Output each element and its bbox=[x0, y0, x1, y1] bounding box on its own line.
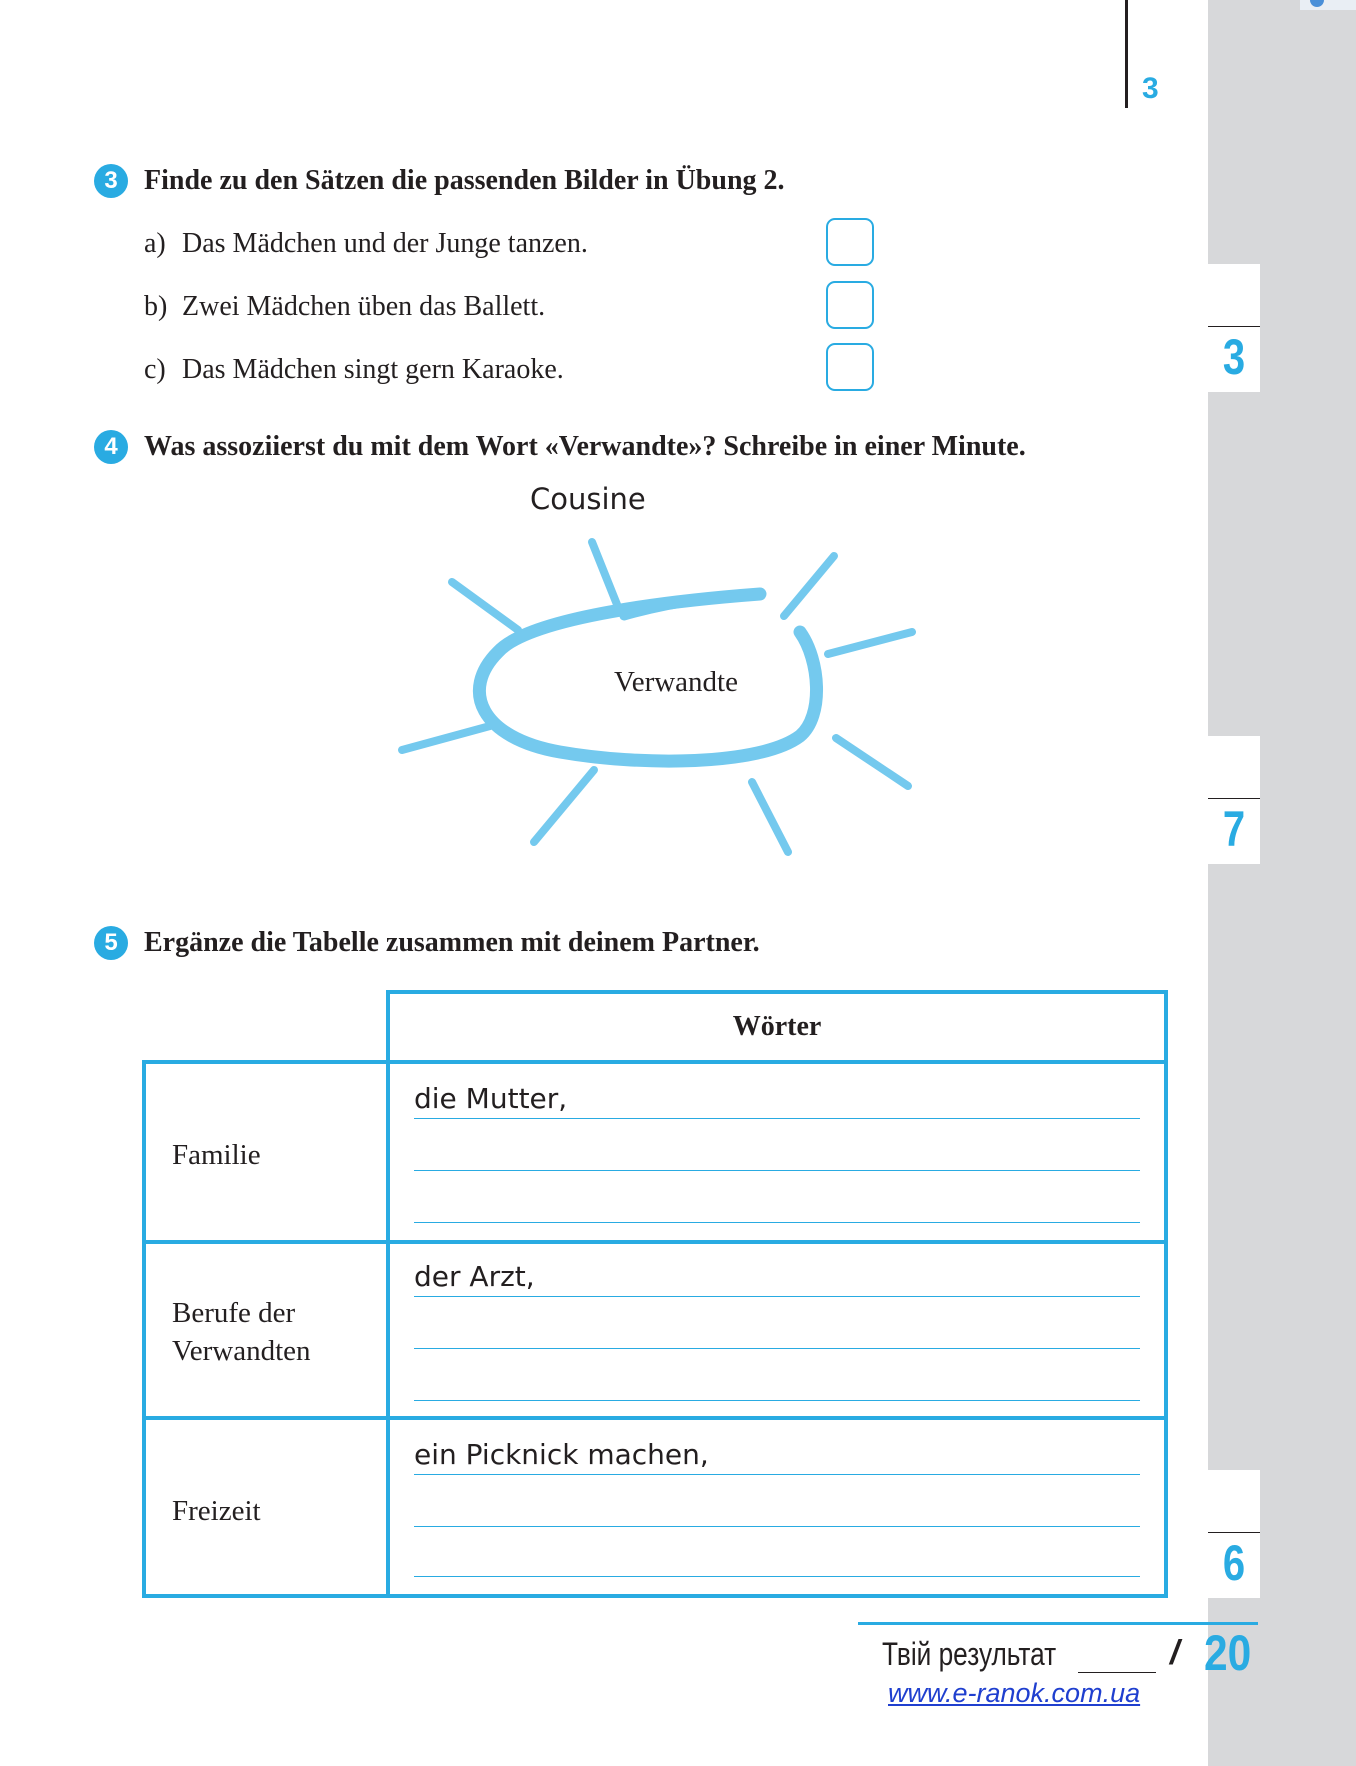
row-example-freizeit: ein Picknick machen, bbox=[414, 1438, 709, 1471]
answer-box-c[interactable] bbox=[826, 343, 874, 391]
answer-box-a[interactable] bbox=[826, 218, 874, 266]
row-label-freizeit: Freizeit bbox=[172, 1495, 261, 1527]
task5-title: Ergänze die Tabelle zusammen mit deinem Partner. bbox=[144, 927, 760, 958]
task3-item-b bbox=[144, 291, 545, 323]
task5-number-badge: 5 bbox=[94, 926, 128, 960]
mindmap-center-word: Verwandte bbox=[613, 666, 738, 698]
write-line[interactable] bbox=[414, 1170, 1140, 1171]
row-label-berufe-line2: Verwandten bbox=[172, 1335, 311, 1367]
ray bbox=[828, 632, 912, 654]
table-row-label-cell bbox=[142, 1240, 390, 1420]
item-text: Zwei Mädchen üben das Ballett. bbox=[182, 291, 546, 322]
table-column-header: Wörter bbox=[386, 990, 1168, 1064]
task3-item-a bbox=[144, 228, 588, 260]
write-line[interactable] bbox=[414, 1400, 1140, 1401]
item-letter: a) bbox=[144, 228, 166, 259]
row-label-berufe-line1: Berufe der bbox=[172, 1297, 296, 1329]
score-box-task3 bbox=[1208, 264, 1260, 392]
item-letter: b) bbox=[144, 291, 168, 322]
write-line[interactable] bbox=[414, 1576, 1140, 1577]
item-letter: c) bbox=[144, 354, 166, 385]
table-row-label-cell bbox=[142, 1060, 390, 1244]
ray bbox=[752, 782, 788, 852]
item-text: Das Mädchen singt gern Karaoke. bbox=[182, 354, 564, 385]
task4-number-badge: 4 bbox=[94, 430, 128, 464]
result-max-score: 20 bbox=[1204, 1625, 1252, 1681]
row-label-familie: Familie bbox=[172, 1139, 261, 1171]
write-line[interactable] bbox=[414, 1526, 1140, 1527]
score-task4: 7 bbox=[1222, 801, 1246, 857]
task4-heading bbox=[94, 430, 1026, 464]
score-task5: 6 bbox=[1222, 1535, 1246, 1591]
task4-title: Was assoziierst du mit dem Wort «Verwandte»? Schreibe in einer Minute. bbox=[144, 431, 1026, 462]
write-line[interactable] bbox=[414, 1348, 1140, 1349]
row-example-berufe: der Arzt, bbox=[414, 1260, 535, 1293]
result-score-blank[interactable] bbox=[1078, 1672, 1156, 1673]
write-line[interactable] bbox=[414, 1296, 1140, 1297]
ray bbox=[534, 770, 594, 842]
answer-box-b[interactable] bbox=[826, 281, 874, 329]
result-slash: / bbox=[1170, 1634, 1180, 1672]
item-text: Das Mädchen und der Junge tanzen. bbox=[182, 228, 588, 259]
result-label: Твій результат bbox=[882, 1636, 1057, 1672]
ray bbox=[784, 556, 834, 616]
publisher-link[interactable]: www.e-ranok.com.ua bbox=[888, 1678, 1141, 1708]
score-box-task5 bbox=[1208, 1470, 1260, 1598]
table-row-words-cell bbox=[386, 1060, 1168, 1244]
page-number: 3 bbox=[1142, 72, 1159, 105]
write-line[interactable] bbox=[414, 1118, 1140, 1119]
write-line[interactable] bbox=[414, 1474, 1140, 1475]
write-line[interactable] bbox=[414, 1222, 1140, 1223]
task3-heading bbox=[94, 164, 785, 198]
ray bbox=[452, 582, 518, 630]
ray bbox=[592, 542, 620, 612]
task3-item-c bbox=[144, 354, 564, 386]
corner-logo-icon bbox=[1300, 0, 1356, 10]
task3-title: Finde zu den Sätzen die passenden Bilder in Übung 2. bbox=[144, 165, 785, 196]
table-row-words-cell bbox=[386, 1416, 1168, 1598]
ray bbox=[836, 738, 908, 786]
mindmap-example-word: Cousine bbox=[530, 482, 646, 516]
table-row-words-cell bbox=[386, 1240, 1168, 1420]
result-rule bbox=[858, 1622, 1258, 1625]
page-divider bbox=[1125, 0, 1128, 108]
ray bbox=[402, 726, 490, 750]
score-task3: 3 bbox=[1222, 329, 1246, 385]
task5-heading bbox=[94, 926, 760, 960]
row-example-familie: die Mutter, bbox=[414, 1082, 568, 1115]
score-box-task4 bbox=[1208, 736, 1260, 864]
task3-number-badge: 3 bbox=[94, 164, 128, 198]
table-row-label-cell bbox=[142, 1416, 390, 1598]
